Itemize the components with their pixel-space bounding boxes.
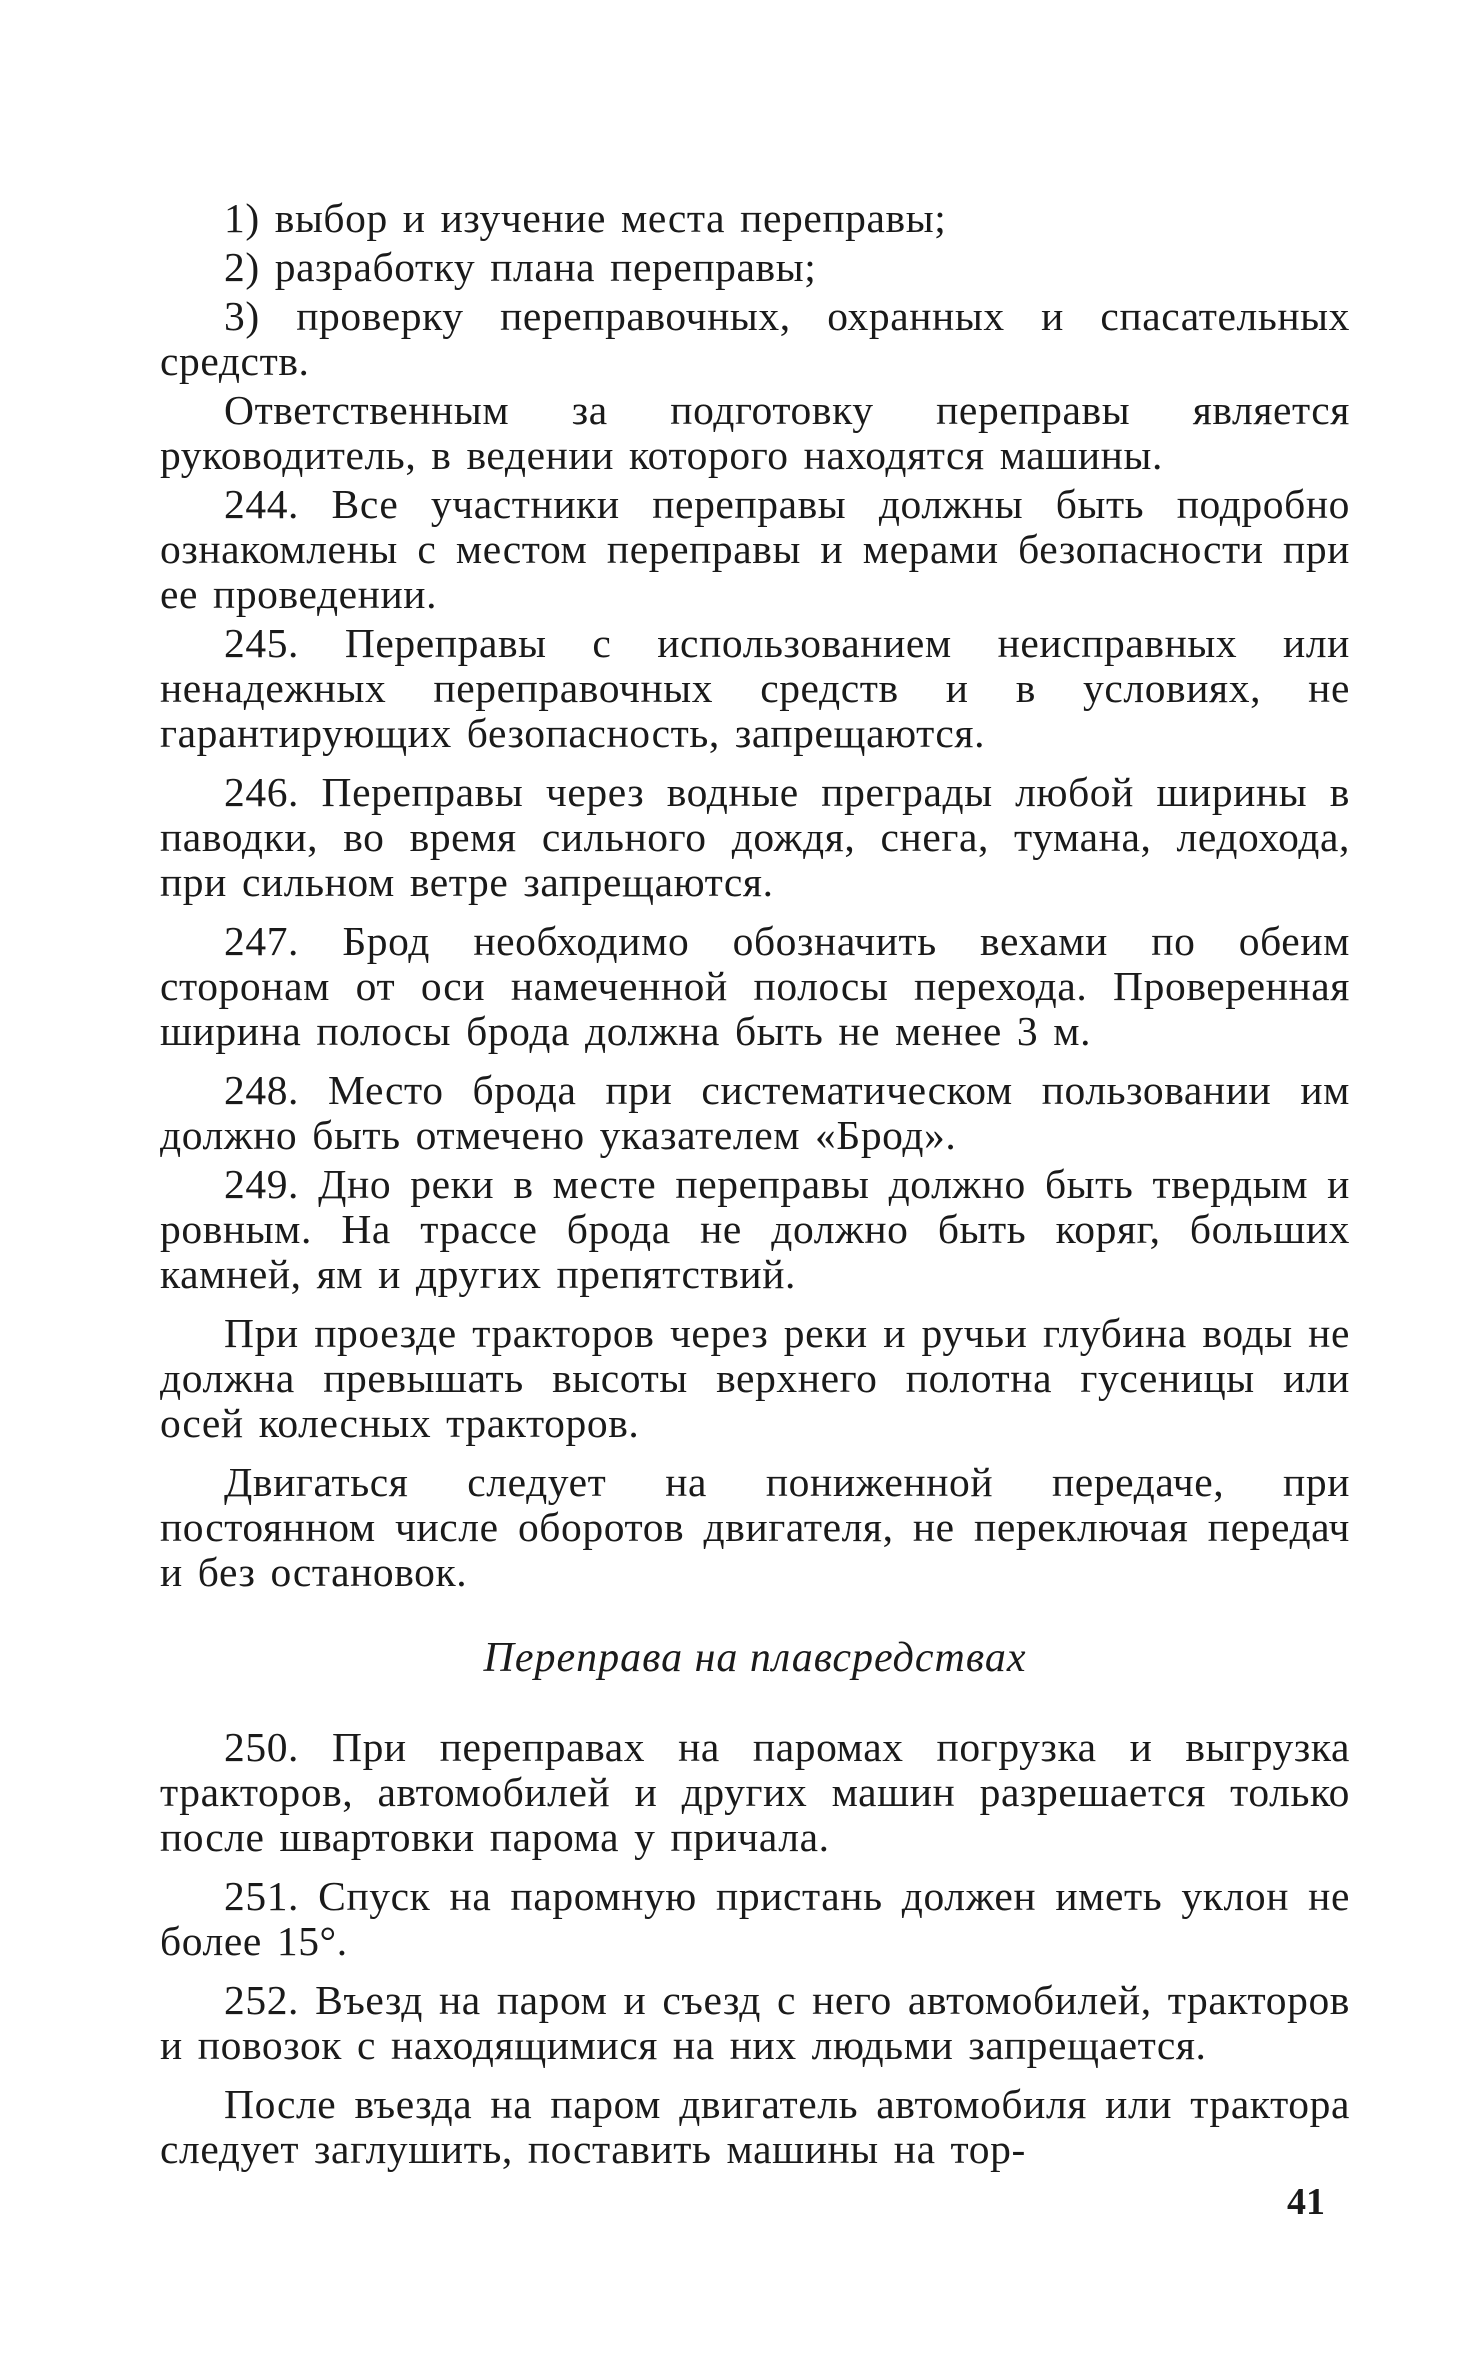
paragraph: После въезда на паром двигатель автомобиля или трактора следует заглушить, поставить машины на тор- [160,2081,1350,2172]
page-number: 41 [1287,2181,1325,2223]
text-block-before [160,196,1350,1595]
paragraph: При проезде тракторов через реки и ручьи глубина воды не должна превышать высоты верхнего полотна гусеницы или осей колесных тракторов. [160,1310,1350,1446]
paragraph: 3) проверку переправочных, охранных и спасательных средств. [160,293,1350,384]
paragraph: 251. Спуск на паромную пристань должен иметь уклон не более 15°. [160,1873,1350,1964]
paragraph: 249. Дно реки в месте переправы должно быть твердым и ровным. На трассе брода не должно быть коряг, больших камней, ям и других препятствий. [160,1161,1350,1297]
paragraph: 245. Переправы с использованием неисправных или ненадежных переправочных средств и в условиях, не гарантирующих безопасность, запрещаются. [160,620,1350,756]
paragraph: 1) выбор и изучение места переправы; [224,195,947,241]
paragraph: 244. Все участники переправы должны быть подробно ознакомлены с местом переправы и мерами безопасности при ее проведении. [160,481,1350,617]
paragraph: 2) разработку плана переправы; [224,244,817,290]
paragraph: 252. Въезд на паром и съезд с него автомобилей, тракторов и повозок с находящимися на них людьми запрещается. [160,1977,1350,2068]
text-block-after [160,1725,1350,2172]
paragraph: 248. Место брода при систематическом пользовании им должно быть отмечено указателем «Брод». [160,1067,1350,1158]
paragraph: 246. Переправы через водные преграды любой ширины в паводки, во время сильного дождя, снега, тумана, ледохода, при сильном ветре запрещаются. [160,769,1350,905]
section-heading: Переправа на плавсредствах [483,1635,1027,1681]
paragraph: Ответственным за подготовку переправы является руководитель, в ведении которого находятся машины. [160,387,1350,478]
page-body [160,196,1350,2176]
paragraph: 247. Брод необходимо обозначить вехами по обеим сторонам от оси намеченной полосы перехода. Проверенная ширина полосы брода должна быть не менее 3 м. [160,918,1350,1054]
paragraph: Двигаться следует на пониженной передаче, при постоянном числе оборотов двигателя, не переключая передач и без остановок. [160,1459,1350,1595]
paragraph: 250. При переправах на паромах погрузка и выгрузка тракторов, автомобилей и других машин разрешается только после швартовки парома у причала. [160,1724,1350,1860]
